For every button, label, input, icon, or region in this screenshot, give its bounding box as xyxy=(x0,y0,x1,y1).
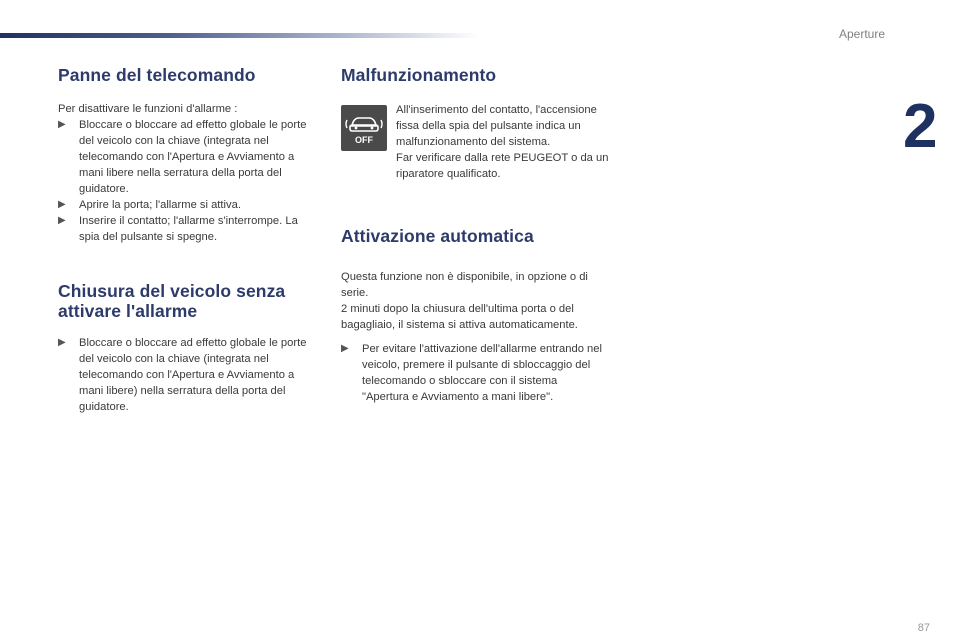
bullet-arrow-icon: ▶ xyxy=(341,343,349,354)
malfunzionamento-text xyxy=(396,102,611,182)
bullet-arrow-icon: ▶ xyxy=(58,119,66,130)
malfunzionamento-para-1: All'inserimento del contatto, l'accensione fissa della spia del pulsante indica un malfunzionamento del sistema. xyxy=(396,104,597,148)
heading-malfunzionamento: Malfunzionamento xyxy=(341,65,497,85)
attivazione-bullet-list xyxy=(341,341,606,405)
chapter-number: 2 xyxy=(903,92,938,161)
bullet-arrow-icon: ▶ xyxy=(58,199,66,210)
list-item: ▶ Bloccare o bloccare ad effetto globale le porte del veicolo con la chiave (integrata nel telecomando con l'Apertura e Avviamento a mani libere) nella serratura della porta del guidatore. xyxy=(58,337,307,413)
list-item: ▶ Bloccare o bloccare ad effetto globale le porte del veicolo con la chiave (integrata nel telecomando con l'Apertura e Avviamento a mani libere nella serratura della porta del guidatore. xyxy=(58,119,307,195)
attivazione-para-1: Questa funzione non è disponibile, in opzione o di serie. xyxy=(341,271,588,299)
alarm-off-icon xyxy=(341,105,387,151)
section-label: Aperture xyxy=(838,27,885,41)
attivazione-body xyxy=(341,269,606,405)
panne-intro: Per disattivare le funzioni d'allarme : xyxy=(58,103,238,115)
svg-text:OFF: OFF xyxy=(355,135,373,145)
panne-bullet-list xyxy=(58,117,313,245)
header-gradient-bar xyxy=(0,33,480,38)
page-number: 87 xyxy=(917,622,930,634)
malfunzionamento-para-2: Far verificare dalla rete PEUGEOT o da un riparatore qualificato. xyxy=(396,152,609,180)
bullet-arrow-icon: ▶ xyxy=(58,337,66,348)
heading-attivazione-automatica: Attivazione automatica xyxy=(341,226,534,246)
bullet-arrow-icon: ▶ xyxy=(58,215,66,226)
list-item: ▶ Aprire la porta; l'allarme si attiva. xyxy=(58,199,241,211)
heading-panne-telecomando: Panne del telecomando xyxy=(58,65,256,85)
attivazione-para-2: 2 minuti dopo la chiusura dell'ultima porta o del bagagliaio, il sistema si attiva automaticamente. xyxy=(341,303,578,331)
list-item: ▶ Per evitare l'attivazione dell'allarme entrando nel veicolo, premere il pulsante di sbloccaggio del telecomando o sbloccare con il sistema "Apertura e Avviamento a mani libere". xyxy=(341,343,602,403)
list-item: ▶ Inserire il contatto; l'allarme s'interrompe. La spia del pulsante si spegne. xyxy=(58,215,298,243)
chiusura-bullet-list xyxy=(58,335,313,415)
heading-chiusura-veicolo: Chiusura del veicolo senza attivare l'allarme xyxy=(58,281,286,321)
right-column xyxy=(341,65,611,403)
left-column xyxy=(58,65,313,415)
